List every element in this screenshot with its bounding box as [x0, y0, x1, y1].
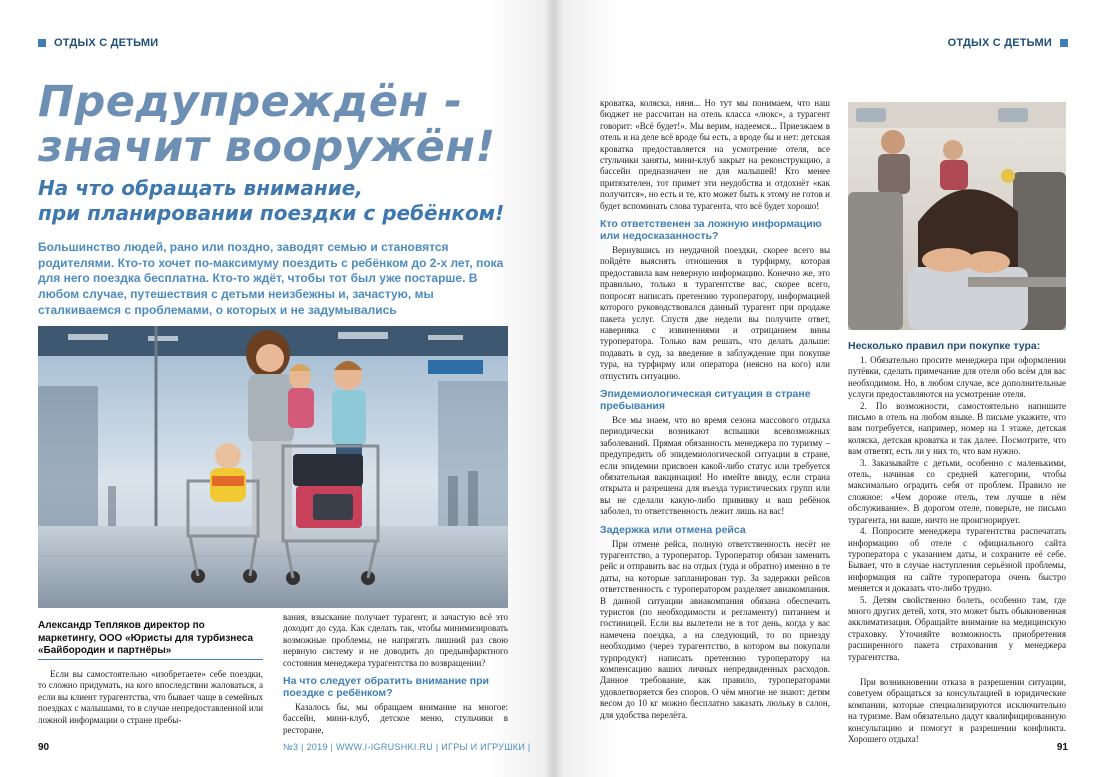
left-column-1 — [38, 669, 263, 726]
child-on-plane-illustration — [848, 102, 1066, 330]
footer-magazine-info: №3 | 2019 | WWW.I-IGRUSHKI.RU | ИГРЫ И ИГРУШКИ | — [283, 742, 531, 752]
rules-list — [848, 355, 1066, 663]
right-column-1 — [600, 98, 830, 721]
intro-paragraph: Если вы самостоятельно «изобретаете» себе поездки, то сложно придумать, на кого впоследствии жаловаться, а если вы клиент турагентства, что бывает чаще в семейных поездках с малышами, то в случае непредоставленной или ложной информации о стране пребы- — [38, 669, 264, 725]
left-column-2 — [283, 612, 508, 736]
subheading-attention: На что следует обратить внимание при поездке с ребёнком? — [283, 675, 489, 700]
rule-item: 3. Заказывайте с детьми, особенно с маленькими, отель, начиная со средней категории, чтобы максимально оградить себя от проблем. Правило не сложное: «Чем дороже отель, тем лучше в нём обслуживание». В дорогом отеле, поверьте, не письмо турагента, ни ваше, ничто не проигнорирует. — [848, 457, 1066, 525]
author-caption: Александр Тепляков директор по маркетингу, ООО «Юристы для турбизнеса «Байбородин и партнёры» — [38, 620, 254, 657]
column-paragraph: Казалось бы, мы обращаем внимание на многое: бассейн, мини-клуб, детское меню, стульчики в ресторане, — [283, 702, 508, 735]
headline — [38, 77, 538, 172]
square-bullet-icon — [1060, 39, 1068, 47]
subheading-epidemiology: Эпидемиологическая ситуация в стране пребывания — [600, 387, 811, 412]
right-page — [554, 0, 1108, 777]
subheadline-line-1: На что обращать внимание, — [38, 176, 363, 200]
rule-item: 5. Детям свойственно болеть, особенно там, где много других детей, хотя, это может быть обыкновенная акклиматизация. Обращайте внимание на медицинскую страховку. Уточняйте возможность приобретения расширенного пакета страхования у менеджера турагентства. — [848, 594, 1066, 662]
section-label-left — [38, 37, 158, 49]
caption-divider — [38, 659, 263, 660]
column-paragraph: Все мы знаем, что во время сезона массового отдыха периодически возникают вспышки всевозможных заболеваний. Прямая обязанность менеджера по туризму – предупредить об эпидемиологической ситуации в стране, если эпидемии присвоен какой-либо статус или требуется обязательная вакцинация! Но имейте ввиду, если страна открыта и разрешена для въезда туристических групп или вы не сделали какую-либо прививку и ваш ребёнок заболел, то ответственность лежит лишь на вас! — [600, 414, 830, 517]
child-on-plane-photo — [848, 102, 1066, 330]
page-number-right: 91 — [1056, 742, 1068, 753]
headline-line-1: Предупреждён - — [38, 77, 463, 127]
headline-line-2: значит вооружён! — [38, 122, 496, 172]
lead-paragraph: Большинство людей, рано или поздно, заводят семью и становятся родителями. Кто-то хочет по-максимуму поездить с ребёнком до 2-х лет, пока для него поездка бесплатна. Кто-то ждёт, чтобы тот был уже постарше. В любом случае, путешествия с детьми неизбежны и, зачастую, мы сталкиваемся с проблемами, о которых и не задумывались — [38, 240, 504, 317]
rule-item: 1. Обязательно просите менеджера при оформлении путёвки, сделать примечание для отеля обо всём для вас необходимом. Но, в любом случае, все дополнительные услуги предоставляются на усмотрение отеля. — [848, 355, 1066, 400]
rule-item: 2. По возможности, самостоятельно напишите письмо в отель на любом языке. В письме укажите, что вам потребуется, например, номер на 1 этаже, детская коляска, детская кроватка и так далее. Посмотрите, что вам ответят, есть ли у них то, что вам нужно. — [848, 400, 1066, 457]
section-label-text: ОТДЫХ С ДЕТЬМИ — [947, 37, 1052, 49]
square-bullet-icon — [38, 39, 46, 47]
airport-family-illustration — [38, 326, 508, 608]
column-paragraph: вания, взыскание получает турагент, и зачастую всё это доходит до суда. Как сделать так, чтобы минимизировать возможные проблемы, не напрягать лишний раз свою нервную систему и не доводить до предынфарктного состояния менеджера турагентства по возвращении? — [283, 612, 508, 668]
page-number-left: 90 — [38, 742, 50, 753]
column-paragraph: Вернувшись из неудачной поездки, скорее всего вы пойдёте выяснять отношения в турфирму, которая предоставила вам неверную информацию. Конечно же, это правильно, только в турагентстве вас, скорее всего, попросят написать претензию туроператору, информацией которого руководствовался данный турагент при продаже пакета услуг. Спустя две недели вы получите ответ, наверняка с извинениями и отрицанием вины туроператора. Только вам решать, что делать дальше: подавать в суд, за введение в заблуждение при покупке тура, на турфирму или оператора (неясно на кого) или отпустить ситуацию. — [600, 245, 830, 381]
airport-family-photo — [38, 326, 508, 608]
subheading-responsibility: Кто ответственен за ложную информацию или недосказанность? — [600, 218, 822, 243]
subheading-rules: Несколько правил при покупке тура: — [848, 340, 1041, 352]
section-label-text: ОТДЫХ С ДЕТЬМИ — [54, 37, 159, 49]
right-column-2 — [848, 340, 1066, 745]
closing-paragraph: При возникновении отказа в разрешении ситуации, советуем обращаться за консультацией в юридические компании, которые специализируются исключительно на туризме. Вам обязательно дадут квалифицированную консультацию и помогут в разрешении конфликта. Хорошего отдыха! — [848, 676, 1066, 744]
subheadline — [38, 176, 538, 226]
section-label-right — [948, 37, 1068, 49]
rule-item: 4. Попросите менеджера турагентства распечатать информацию об отеле с официального сайта туроператора с указанием даты, и сохраните её себе. Бывает, что в случае наступления серьёзной проблемы, информация на сайте туроператора очень быстро меняется и доказать что-либо трудно. — [848, 526, 1066, 594]
column-paragraph: При отмене рейса, полную ответственность несёт не турагентство, а туроператор. Туроператор обязан заменить рейс и отправить вас на отдых (туда и обратно) именно в те даты, на которые запланирован тур. За задержки рейсов ответственность с туроператором разделяет авиакомпания. В данной ситуации авиакомпания обязана обеспечить туристов (по необходимости и регламенту) питанием и гостиницей. Если вы вылетели не в тот день, когда у вас намечена поездка, а на следующий, то по приезду необходимо (через турагентство, в котором вы покупали турпродукт) написать претензию туроператору на компенсацию ваших личных непредвиденных расходов. Данное требование, как правило, туроператорами удовлетворяется без споров. О чём многие не знают: детям весом до 10 кг можно бесплатно заказать люльку в салон, для удобства перелёта. — [600, 538, 830, 720]
subheading-flight-delay: Задержка или отмена рейса — [600, 523, 746, 536]
column-paragraph: кроватка, коляска, няня... Но тут мы понимаем, что наш бюджет не рассчитан на отель класса «люкс», а турагент говорит: «Всё будет!». Мы верим, надеемся... Приезжаем в отель и на деле всё вроде бы есть, а вроде бы и нет: детская кроватка предоставляется на усмотрение отеля, все стульчики заняты, мини-клуб закрыт на реконструкцию, а бассейн предназначен не для малышей! Кто менее притязателен, тот примет эти неудобства и отдохнёт «как получится», но есть и те, кто может быть к этому не готов и будет вспоминать слова турагента, что всё будет хорошо! — [600, 98, 830, 211]
subheadline-line-2: при планировании поездки с ребёнком! — [38, 201, 505, 225]
